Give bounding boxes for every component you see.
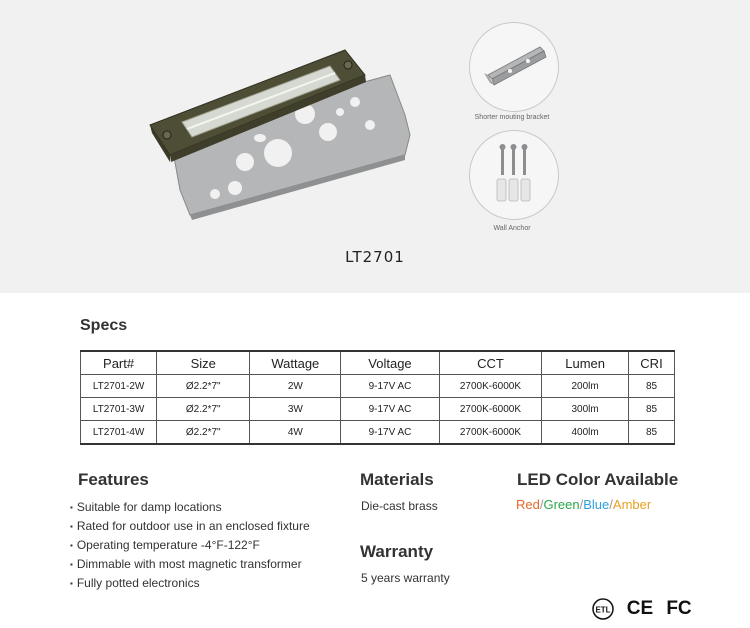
led-color-blue: Blue [583,497,610,512]
cell-size: Ø2.2*7" [157,375,250,398]
cell-cct: 2700K-6000K [439,398,542,421]
cell-lumen: 300lm [542,398,629,421]
cell-voltage: 9-17V AC [341,421,439,445]
specs-table [80,350,675,445]
col-cri: CRI [629,351,675,375]
features-list [70,498,310,593]
materials-heading: Materials [360,470,434,489]
list-item: ▪ Rated for outdoor use in an enclosed fixture [70,517,310,536]
specs-heading: Specs [80,317,128,334]
specs-header-row [81,351,675,375]
product-model-title: LT2701 [345,248,405,266]
col-size: Size [157,351,250,375]
color-separator: / [539,497,544,512]
etl-label: ETL [595,605,611,615]
ce-mark-icon: CE [626,598,654,619]
table-row [81,398,675,421]
col-voltage: Voltage [341,351,439,375]
color-separator: / [579,497,584,512]
led-color-red: Red [516,497,540,512]
col-lumen: Lumen [542,351,629,375]
step-light-product-image [140,40,420,220]
table-row [81,375,675,398]
list-item: ▪ Suitable for damp locations [70,498,310,517]
product-hero [0,0,750,293]
cell-cri: 85 [629,421,675,445]
led-color-heading: LED Color Available [517,470,679,489]
etl-listed-icon [588,598,618,620]
cell-cct: 2700K-6000K [439,375,542,398]
cell-lumen: 200lm [542,375,629,398]
cell-lumen: 400lm [542,421,629,445]
led-color-amber: Amber [612,497,652,512]
cell-cri: 85 [629,398,675,421]
cell-part: LT2701-4W [81,421,157,445]
bracket-caption: Shorter mouting bracket [474,114,550,121]
mounting-bracket-icon [469,22,559,112]
col-part: Part# [81,351,157,375]
anchor-caption: Wall Anchor [493,225,531,232]
cell-size: Ø2.2*7" [157,421,250,445]
table-row [81,421,675,445]
list-item: ▪ Operating temperature -4°F-122°F [70,536,310,555]
wall-anchor-icon [469,130,559,220]
materials-value: Die-cast brass [361,499,438,513]
cell-cri: 85 [629,375,675,398]
cell-cct: 2700K-6000K [439,421,542,445]
cell-wattage: 3W [250,398,341,421]
led-color-list [516,497,651,512]
color-separator: / [609,497,613,512]
led-color-green: Green [543,497,580,512]
cell-voltage: 9-17V AC [341,398,439,421]
cell-wattage: 4W [250,421,341,445]
warranty-value: 5 years warranty [361,571,450,585]
warranty-heading: Warranty [360,542,434,561]
col-cct: CCT [439,351,542,375]
col-wattage: Wattage [250,351,341,375]
cell-part: LT2701-2W [81,375,157,398]
cell-size: Ø2.2*7" [157,398,250,421]
list-item: ▪ Fully potted electronics [70,574,310,593]
cell-part: LT2701-3W [81,398,157,421]
features-heading: Features [78,470,149,489]
cell-voltage: 9-17V AC [341,375,439,398]
cell-wattage: 2W [250,375,341,398]
list-item: ▪ Dimmable with most magnetic transformer [70,555,310,574]
fcc-mark-icon: FC [666,598,692,619]
